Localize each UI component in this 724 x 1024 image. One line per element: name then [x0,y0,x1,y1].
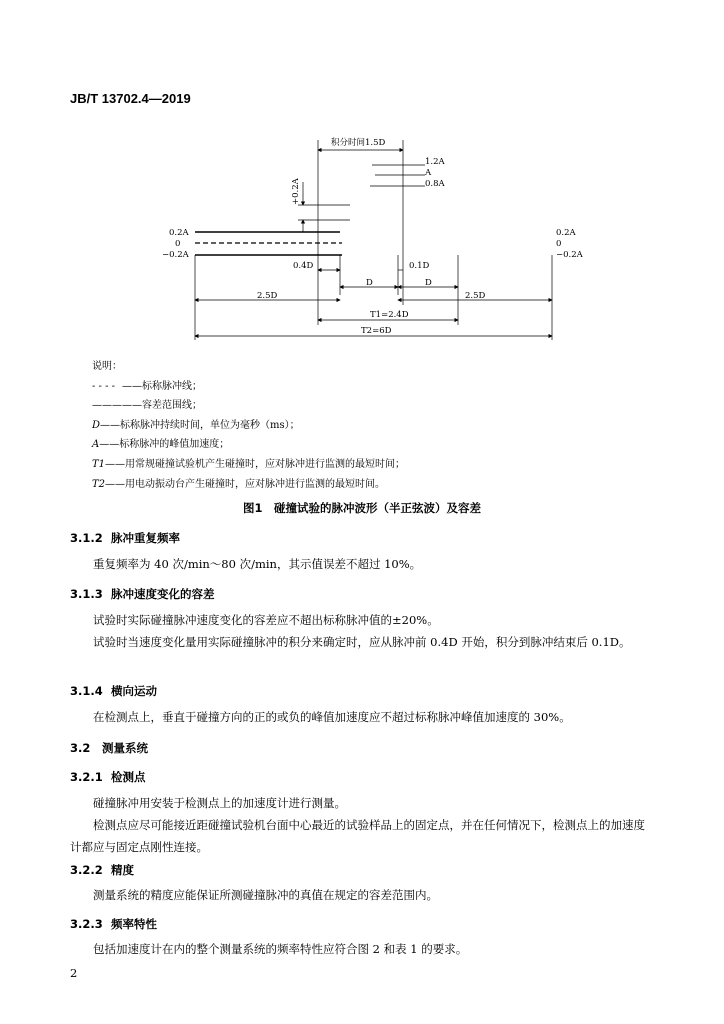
section-body-3-2-3 [70,938,648,960]
legend-text: ——标称脉冲持续时间，单位为毫秒（ms）； [100,419,300,431]
label-a: A [425,168,432,178]
page-number: 2 [70,966,78,980]
section-heading-3-2-1 [70,769,146,785]
figure-legend [92,357,405,494]
paragraph: 检测点应尽可能接近距碰撞试验机台面中心最近的试验样品上的固定点，并在任何情况下，检测点上的加速度计都应与固定点刚性连接。 [70,818,645,854]
section-heading-3-2-2 [70,862,134,878]
legend-item [92,416,405,436]
section-title: 检测点 [111,770,146,784]
legend-text: ——用电动振动台产生碰撞时，应对脉冲进行监测的最短时间。 [105,478,386,490]
label-plus-0-2a: +0.2A [291,178,301,205]
section-number: 3.1.2 [70,531,103,545]
section-title: 精度 [111,863,134,877]
label-0-8a: 0.8A [425,179,445,189]
paragraph: 试验时当速度变化量用实际碰撞脉冲的积分来确定时，应从脉冲前 0.4D 开始，积分到脉冲结束后 0.1D。 [93,635,631,649]
label-t2: T2=6D [361,326,392,336]
legend-title: 说明： [92,361,122,372]
paragraph: 重复频率为 40 次/min～80 次/min，其示值误差不超过 10%。 [93,557,422,571]
section-title: 横向运动 [111,684,157,698]
label-2-5d-left: 2.5D [257,291,278,301]
label-t1: T1=2.4D [370,310,409,320]
section-number: 3.2.3 [70,917,103,931]
section-heading-3-1-4 [70,683,157,699]
legend-symbol: A [92,439,100,451]
section-body-3-2-2 [70,884,648,906]
label-1-2a: 1.2A [425,157,445,167]
legend-text: ——用常规碰撞试验机产生碰撞时，应对脉冲进行监测的最短时间； [105,458,406,470]
label-left-neg-0-2a: −0.2A [162,250,189,260]
legend-item [92,475,405,495]
section-number: 3.1.3 [70,587,103,601]
section-body-3-1-3 [70,609,648,653]
label-2-5d-right: 2.5D [465,291,486,301]
paragraph: 试验时实际碰撞脉冲速度变化的容差应不超出标称脉冲值的±20%。 [93,613,439,627]
section-heading-3-1-2 [70,530,180,546]
label-right-neg-0-2a: −0.2A [556,250,583,260]
legend-item [92,435,405,455]
section-title: 测量系统 [102,741,148,755]
legend-text: ——容差范围线； [122,400,202,412]
label-0-1d: 0.1D [409,261,430,271]
section-number: 3.2.1 [70,770,103,784]
section-body-3-1-4 [70,706,648,728]
section-heading-3-2-3 [70,916,157,932]
legend-text: ——标称脉冲线； [122,380,202,392]
legend-symbol: - - - - [92,380,116,392]
legend-item [92,377,405,397]
legend-symbol: T1 [92,458,106,470]
legend-symbol: ——— [92,400,122,412]
label-right-0-2a: 0.2A [556,228,576,238]
paragraph: 测量系统的精度应能保证所测碰撞脉冲的真值在规定的容差范围内。 [93,888,438,902]
figure-caption: 图1 碰撞试验的脉冲波形（半正弦波）及容差 [243,501,481,515]
section-heading-3-2 [70,740,148,756]
section-number: 3.2.2 [70,863,103,877]
legend-symbol: T2 [92,478,106,490]
section-body-3-2-1 [70,792,648,858]
pulse-waveform-figure [0,0,724,350]
label-0-4d: 0.4D [293,261,314,271]
legend-item [92,455,405,475]
section-heading-3-1-3 [70,586,215,602]
label-right-0: 0 [556,239,562,249]
legend-symbol: D [92,419,101,431]
section-number: 3.2 [70,741,91,755]
legend-text: ——标称脉冲的峰值加速度； [99,439,230,451]
legend-item [92,396,405,416]
label-d-left: D [366,278,373,288]
paragraph: 碰撞脉冲用安装于检测点上的加速度计进行测量。 [93,796,346,810]
label-integration-time: 积分时间1.5D [331,138,386,148]
label-left-0: 0 [175,239,181,249]
section-body-3-1-2 [70,553,648,575]
paragraph: 在检测点上，垂直于碰撞方向的正的或负的峰值加速度应不超过标称脉冲峰值加速度的 30%。 [93,710,571,724]
section-title: 频率特性 [111,917,157,931]
label-d-right: D [425,278,432,288]
section-title: 脉冲速度变化的容差 [111,587,215,601]
paragraph: 包括加速度计在内的整个测量系统的频率特性应符合图 2 和表 1 的要求。 [93,942,468,956]
section-title: 脉冲重复频率 [111,531,180,545]
label-left-0-2a: 0.2A [169,228,189,238]
section-number: 3.1.4 [70,684,103,698]
standard-number: JB/T 13702.4—2019 [70,91,191,106]
